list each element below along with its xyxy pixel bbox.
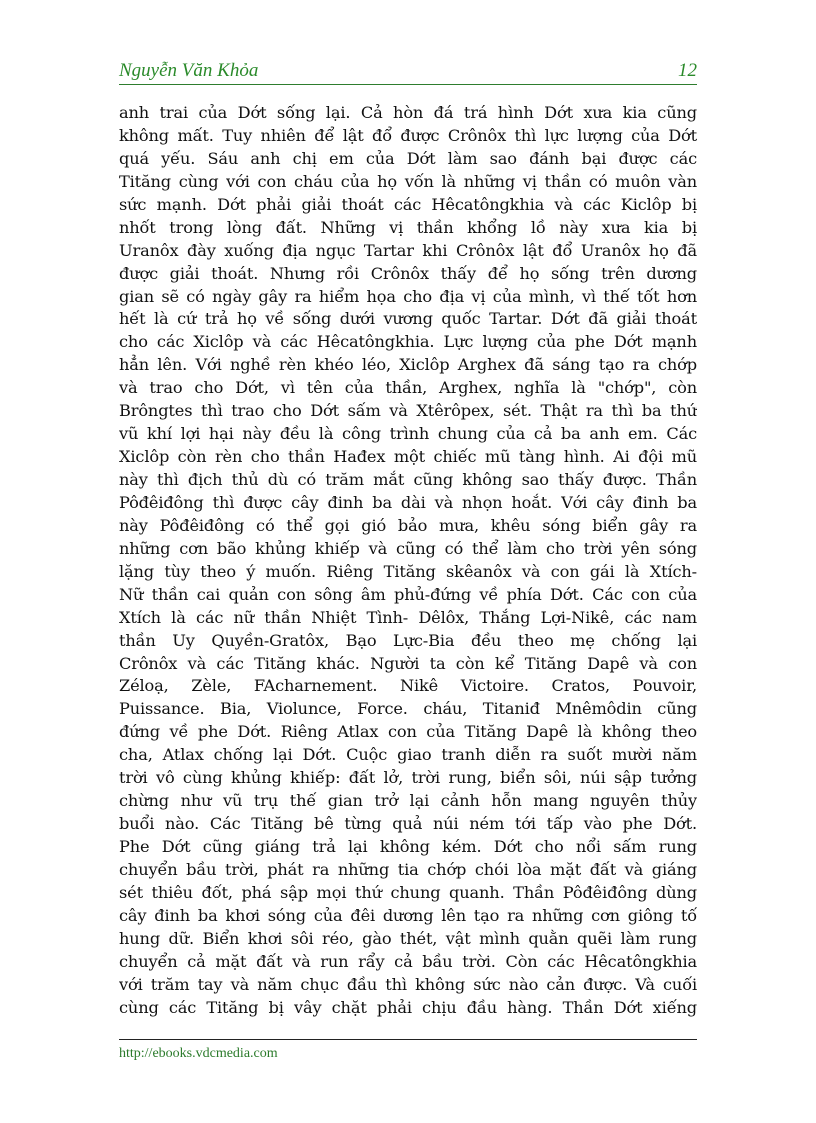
header-author: Nguyễn Văn Khỏa <box>119 60 259 81</box>
body-line: Crônôx và các Tităng khác. Người ta còn kể Tităng Dapê và con <box>119 653 697 673</box>
body-line: chừng như vũ trụ thế gian trở lại cảnh hỗn mang nguyên thủy <box>119 791 697 811</box>
body-line: Xtích là các nữ thần Nhiệt Tình- Dêlôx, Thắng Lợi-Nikê, các nam <box>119 607 697 627</box>
body-line: Brôngtes thì trao cho Dớt sấm và Xtêrôpex, sét. Thật ra thì ba thứ <box>119 401 697 421</box>
body-line: Pôđêiđông thì được cây đinh ba dài và nhọn hoắt. Với cây đinh ba <box>119 492 697 512</box>
body-text <box>119 102 697 1020</box>
body-line: này Pôđêiđông có thể gọi gió bảo mưa, khêu sóng biển gây ra <box>119 515 697 535</box>
body-line: anh trai của Dớt sống lại. Cả hòn đá trá hình Dớt xưa kia cũng <box>119 103 697 122</box>
body-line: được giải thoát. Nhưng rồi Crônôx thấy để họ sống trên dương <box>119 263 697 283</box>
body-line: Zéloạ, Zèle, FAcharnement. Nikê Victoire. Cratos, Pouvoir, <box>119 676 697 696</box>
body-line: với trăm tay và năm chục đầu thì không sức nào cản được. Và cuối <box>119 974 697 994</box>
footer-url-link[interactable]: http://ebooks.vdcmedia.com <box>119 1046 278 1061</box>
body-line: Puissance. Bia, Violunce, Force. cháu, Titaniđ Mnêmôdin cũng <box>119 699 697 719</box>
body-line: gian sẽ có ngày gây ra hiểm họa cho địa vị của mình, vì thế tốt hơn <box>119 286 697 306</box>
body-line: Nữ thần cai quản con sông âm phủ-đứng về phía Dớt. Các con của <box>119 584 697 604</box>
body-line: buổi nào. Các Tităng bê từng quả núi ném tới tấp vào phe Dớt. <box>119 814 697 834</box>
body-line: những cơn bão khủng khiếp và cũng có thể làm cho trời yên sóng <box>119 538 697 558</box>
body-line: đứng về phe Dớt. Riêng Atlax con của Tităng Dapê là không theo <box>119 722 697 742</box>
body-line: chuyển cả mặt đất và run rẩy cả bầu trời. Còn các Hêcatôngkhia <box>119 951 697 971</box>
body-line: và trao cho Dớt, vì tên của thần, Arghex, nghĩa là "chớp", còn <box>119 378 697 398</box>
body-line: cây đinh ba khơi sóng của đêi dương lên tạo ra những cơn giông tố <box>119 905 697 925</box>
body-line: vũ khí lợi hại này đều là công trình chung của cả ba anh em. Các <box>119 424 697 444</box>
body-line: này thì địch thủ dù có trăm mắt cũng không sao thấy được. Thần <box>119 470 697 489</box>
body-line: lặng tùy theo ý muốn. Riêng Tităng skêanôx và con gái là Xtích- <box>119 561 697 581</box>
body-line: cùng các Tităng bị vây chặt phải chịu đầu hàng. Thần Dớt xiếng <box>119 997 697 1017</box>
body-line: Uranôx đày xuống địa ngục Tartar khi Crônôx lật đổ Uranôx họ đã <box>119 240 697 260</box>
body-line: Phe Dớt cũng giáng trả lại không kém. Dớt cho nổi sấm rung <box>119 837 697 856</box>
footer-divider <box>119 1039 697 1040</box>
body-line: Tităng cùng với con cháu của họ vốn là những vị thần có muôn vàn <box>119 171 697 191</box>
body-line: quá yếu. Sáu anh chị em của Dớt làm sao đánh bại được các <box>119 148 697 168</box>
body-line: chuyển bầu trời, phát ra những tia chớp chói lòa mặt đất và giáng <box>119 859 697 879</box>
body-line: Xiclôp còn rèn cho thần Hađex một chiếc mũ tàng hình. Ai đội mũ <box>119 447 697 467</box>
body-line: trời vô cùng khủng khiếp: đất lở, trời rung, biển sôi, núi sập tưởng <box>119 768 697 788</box>
body-line: hết là cứ trả họ về sống dưới vương quốc Tartar. Dớt đã giải thoát <box>119 309 697 329</box>
body-line: sét thiêu đốt, phá sập mọi thứ chung quanh. Thần Pôđêiđông dùng <box>119 882 697 902</box>
body-line: hung dữ. Biển khơi sôi réo, gào thét, vật mình quằn quẽi làm rung <box>119 928 697 948</box>
body-line: cho các Xiclôp và các Hêcatôngkhia. Lực lượng của phe Dớt mạnh <box>119 332 697 352</box>
body-line: thần Uy Quyền-Gratôx, Bạo Lực-Bia đều theo mẹ chống lại <box>119 630 697 650</box>
header-page-number: 12 <box>678 60 697 81</box>
body-line: cha, Atlax chống lại Dớt. Cuộc giao tranh diễn ra suốt mười năm <box>119 745 697 765</box>
body-line: hẳn lên. Với nghề rèn khéo léo, Xiclôp Arghex đã sáng tạo ra chớp <box>119 355 697 375</box>
body-line: nhốt trong lòng đất. Những vị thần khổng lồ này xưa kia bị <box>119 217 697 237</box>
body-line: sức mạnh. Dớt phải giải thoát các Hêcatôngkhia và các Kiclôp bị <box>119 194 697 214</box>
body-line: không mất. Tuy nhiên để lật đổ được Crônôx thì lực lượng của Dớt <box>119 125 697 145</box>
page-header <box>119 58 697 85</box>
